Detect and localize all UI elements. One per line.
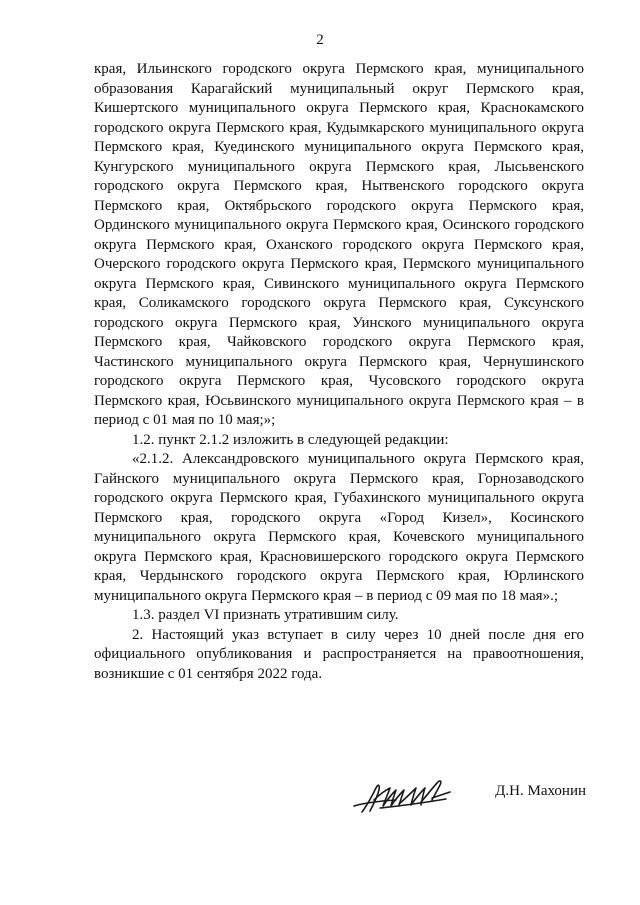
signature-block [350, 770, 586, 820]
signer-name: Д.Н. Махонин [495, 783, 586, 799]
page-number: 2 [316, 32, 324, 48]
paragraph-item-1-2: 1.2. пункт 2.1.2 изложить в следующей редакции: [132, 431, 449, 448]
paragraph-item-2-1-2: «2.1.2. Александровского муниципального округа Пермского края, Гайнского муниципального округа Пермского края, Горнозаводского городского округа Пермского края, Губахинского муниципального округа Пермского края, городского округа «Город Кизел», Косинского муниципального округа Пермского края, Кочевского муниципального округа Пермского края, Красновишерского городского округа Пермского края, Чердынского городского округа Пермского края, Юрлинского муниципального округа Пермского края – в период с 09 мая по 18 мая».; [94, 451, 584, 604]
paragraph-continuation: края, Ильинского городского округа Пермского края, муниципального образования Карагайский муниципальный округ Пермского края, Кишертского муниципального округа Пермского края, Краснокамского городского округа Пермского края, Кудымкарского муниципального округа Пермского края, Куединского муниципального округа Пермского края, Кунгурского муниципального округа Пермского края, Лысьвенского городского округа Пермского края, Нытвенского городского округа Пермского края, Октябрьского городского округа Пермского края, Ординского муниципального округа Пермского края, Осинского городского округа Пермского края, Оханского городского округа Пермского края, Очерского городского округа Пермского края, Пермского муниципального округа Пермского края, Сивинского муниципального округа Пермского края, Соликамского городского округа Пермского края, Суксунского городского округа Пермского края, Уинского муниципального округа Пермского края, Чайковского городского округа Пермского края, Частинского муниципального округа Пермского края, Чернушинского городского округа Пермского края, Чусовского городского округа Пермского края, Юсьвинского муниципального округа Пермского края – в период с 01 мая по 10 мая;»; [94, 61, 584, 428]
handwritten-signature [350, 770, 460, 820]
paragraph-item-1-3: 1.3. раздел VI признать утратившим силу. [132, 607, 399, 623]
document-body [94, 60, 584, 684]
paragraph-item-2: 2. Настоящий указ вступает в силу через 10 дней после дня его официального опубликования и распространяется на правоотношения, возникшие с 01 сентября 2022 года. [94, 626, 584, 682]
